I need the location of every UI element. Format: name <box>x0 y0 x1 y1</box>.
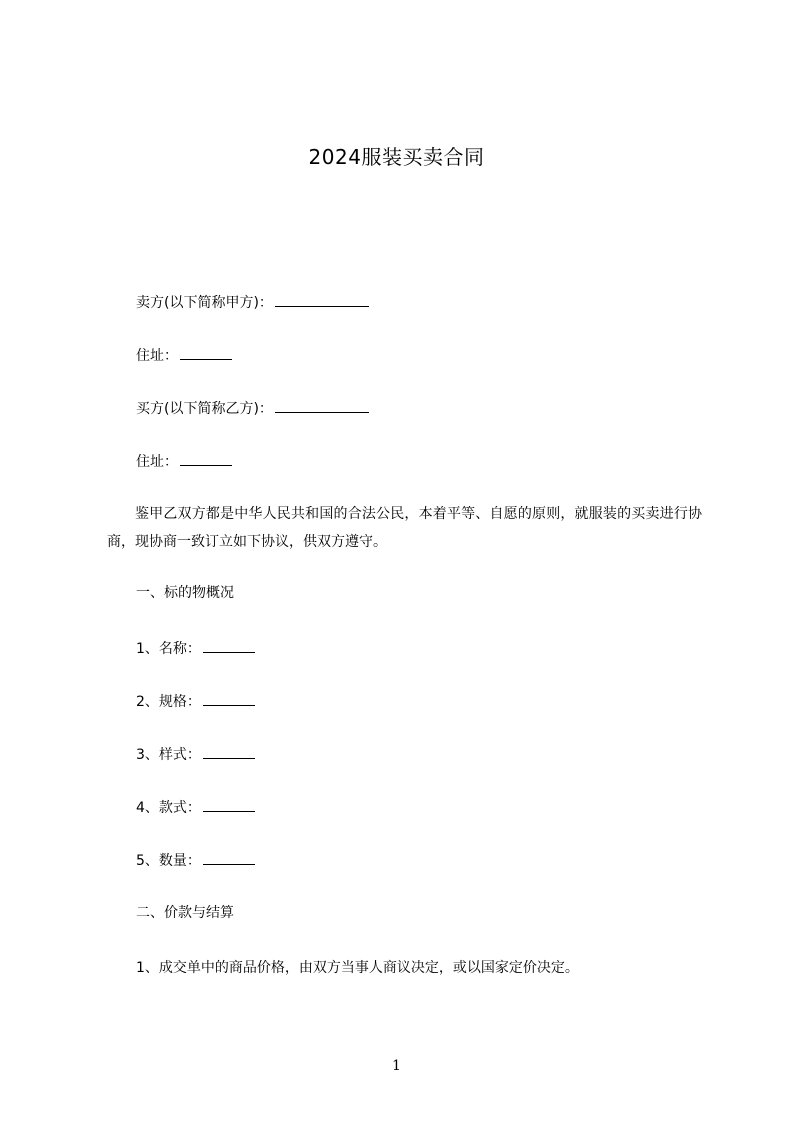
item-spec-blank <box>203 691 255 706</box>
item-quantity-line <box>136 850 255 871</box>
buyer-label: 买方(以下简称乙方)： <box>136 401 273 417</box>
item-style-label: 3、样式： <box>136 747 201 763</box>
item-model-line <box>136 797 255 818</box>
seller-label: 卖方(以下简称甲方)： <box>136 295 273 311</box>
item-name-blank <box>203 638 255 653</box>
item-model-blank <box>203 797 255 812</box>
seller-line <box>136 292 369 313</box>
item-style-line <box>136 744 255 765</box>
item-spec-line <box>136 691 255 712</box>
item-spec-label: 2、规格： <box>136 694 201 710</box>
seller-address-blank <box>180 345 232 360</box>
item-quantity-label: 5、数量： <box>136 853 201 869</box>
seller-blank <box>275 292 369 307</box>
section1-heading: 一、标的物概况 <box>136 585 234 601</box>
page-number: 1 <box>392 1058 401 1074</box>
seller-address-label: 住址： <box>136 348 178 364</box>
section2-clause1: 1、成交单中的商品价格，由双方当事人商议决定，或以国家定价决定。 <box>136 960 579 976</box>
item-name-line <box>136 638 255 659</box>
item-quantity-blank <box>203 850 255 865</box>
section2-heading: 二、价款与结算 <box>136 905 234 921</box>
buyer-blank <box>275 398 369 413</box>
item-name-label: 1、名称： <box>136 641 201 657</box>
buyer-address-blank <box>180 451 232 466</box>
preamble-paragraph: 鉴甲乙双方都是中华人民共和国的合法公民，本着平等、自愿的原则，就服装的买卖进行协商，现协商一致订立如下协议，供双方遵守。 <box>107 506 702 550</box>
buyer-address-line <box>136 451 232 472</box>
item-style-blank <box>203 744 255 759</box>
buyer-address-label: 住址： <box>136 454 178 470</box>
buyer-line <box>136 398 369 419</box>
item-model-label: 4、款式： <box>136 800 201 816</box>
seller-address-line <box>136 345 232 366</box>
document-title: 2024服装买卖合同 <box>308 145 485 169</box>
